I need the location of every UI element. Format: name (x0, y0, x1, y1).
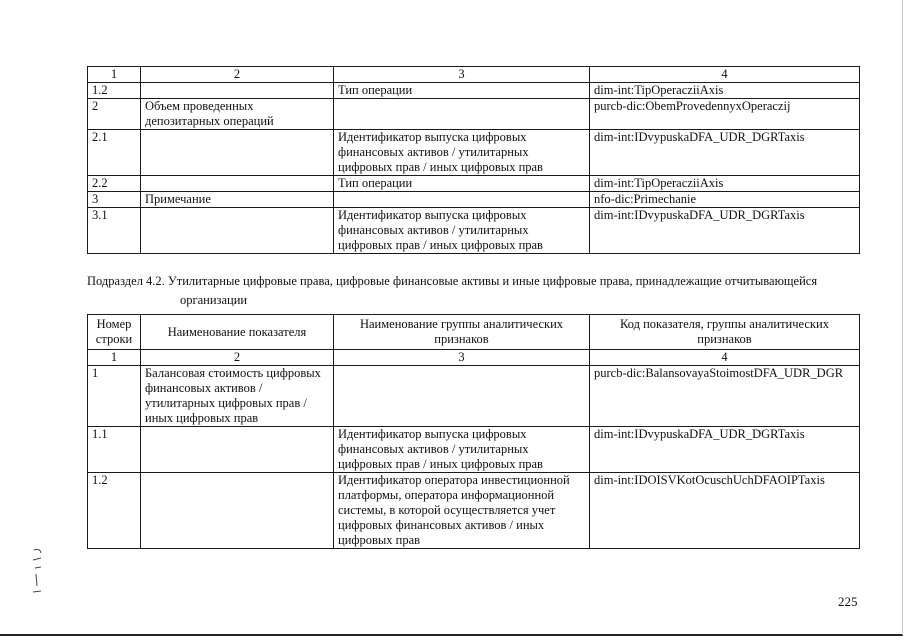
col-number-4: 4 (590, 67, 860, 83)
table-row (88, 176, 860, 192)
indicator-code: dim-int:TipOperacziiAxis (590, 176, 860, 192)
analytic-group-name: Идентификатор выпуска цифровых финансовых активов / утилитарных цифровых прав / иных цифровых прав (334, 130, 590, 176)
table-row (88, 473, 860, 549)
col-number-2: 2 (141, 67, 334, 83)
indicators-table-continued (87, 66, 860, 254)
indicator-code: dim-int:IDvypuskaDFA_UDR_DGRTaxis (590, 208, 860, 254)
analytic-group-name (334, 192, 590, 208)
header-row-number: Номер строки (88, 315, 141, 350)
subsection-heading-line1: Подраздел 4.2. Утилитарные цифровые права, цифровые финансовые активы и иные цифровые права, принадлежащие отчитывающейся (87, 274, 818, 288)
col-number-2: 2 (141, 350, 334, 366)
col-number-4: 4 (590, 350, 860, 366)
row-number: 1.1 (88, 427, 141, 473)
row-number: 2.2 (88, 176, 141, 192)
col-number-1: 1 (88, 67, 141, 83)
row-number: 2.1 (88, 130, 141, 176)
indicator-name: Примечание (141, 192, 334, 208)
header-row (88, 315, 860, 350)
table-row (88, 427, 860, 473)
row-number: 3 (88, 192, 141, 208)
analytic-group-name: Идентификатор оператора инвестиционной платформы, оператора информационной системы, в которой осуществляется учет цифровых финансовых активов / иных цифровых прав (334, 473, 590, 549)
row-number: 2 (88, 99, 141, 130)
indicator-name (141, 83, 334, 99)
row-number: 3.1 (88, 208, 141, 254)
column-number-row (88, 67, 860, 83)
indicator-code: nfo-dic:Primechanie (590, 192, 860, 208)
analytic-group-name: Тип операции (334, 83, 590, 99)
indicator-name: Балансовая стоимость цифровых финансовых активов / утилитарных цифровых прав / иных цифровых прав (141, 366, 334, 427)
table-row (88, 99, 860, 130)
table-row (88, 208, 860, 254)
table-row (88, 192, 860, 208)
analytic-group-name (334, 99, 590, 130)
indicator-name (141, 208, 334, 254)
analytic-group-name (334, 366, 590, 427)
indicator-code: dim-int:TipOperacziiAxis (590, 83, 860, 99)
table-row (88, 83, 860, 99)
column-number-row (88, 350, 860, 366)
header-indicator-name: Наименование показателя (141, 315, 334, 350)
subsection-4-2-table (87, 314, 860, 549)
indicator-name (141, 427, 334, 473)
analytic-group-name: Идентификатор выпуска цифровых финансовых активов / утилитарных цифровых прав / иных цифровых прав (334, 427, 590, 473)
row-number: 1.2 (88, 473, 141, 549)
table-row (88, 366, 860, 427)
indicator-name (141, 176, 334, 192)
table-row (88, 130, 860, 176)
indicator-code: purcb-dic:BalansovayaStoimostDFA_UDR_DGR (590, 366, 860, 427)
header-indicator-code: Код показателя, группы аналитических признаков (590, 315, 860, 350)
col-number-3: 3 (334, 350, 590, 366)
analytic-group-name: Идентификатор выпуска цифровых финансовых активов / утилитарных цифровых прав / иных цифровых прав (334, 208, 590, 254)
row-number: 1.2 (88, 83, 141, 99)
row-number: 1 (88, 366, 141, 427)
subsection-heading (87, 272, 867, 310)
indicator-code: dim-int:IDOISVKotOcuschUchDFAOIPTaxis (590, 473, 860, 549)
header-analytic-group: Наименование группы аналитических признаков (334, 315, 590, 350)
indicator-code: dim-int:IDvypuskaDFA_UDR_DGRTaxis (590, 427, 860, 473)
indicator-code: dim-int:IDvypuskaDFA_UDR_DGRTaxis (590, 130, 860, 176)
margin-scan-mark (30, 548, 44, 596)
col-number-1: 1 (88, 350, 141, 366)
page-number: 225 (838, 594, 858, 609)
indicator-code: purcb-dic:ObemProvedennyxOperaczij (590, 99, 860, 130)
indicator-name (141, 473, 334, 549)
indicator-name: Объем проведенных депозитарных операций (141, 99, 334, 130)
indicator-name (141, 130, 334, 176)
col-number-3: 3 (334, 67, 590, 83)
subsection-heading-line2: организации (180, 293, 248, 307)
analytic-group-name: Тип операции (334, 176, 590, 192)
